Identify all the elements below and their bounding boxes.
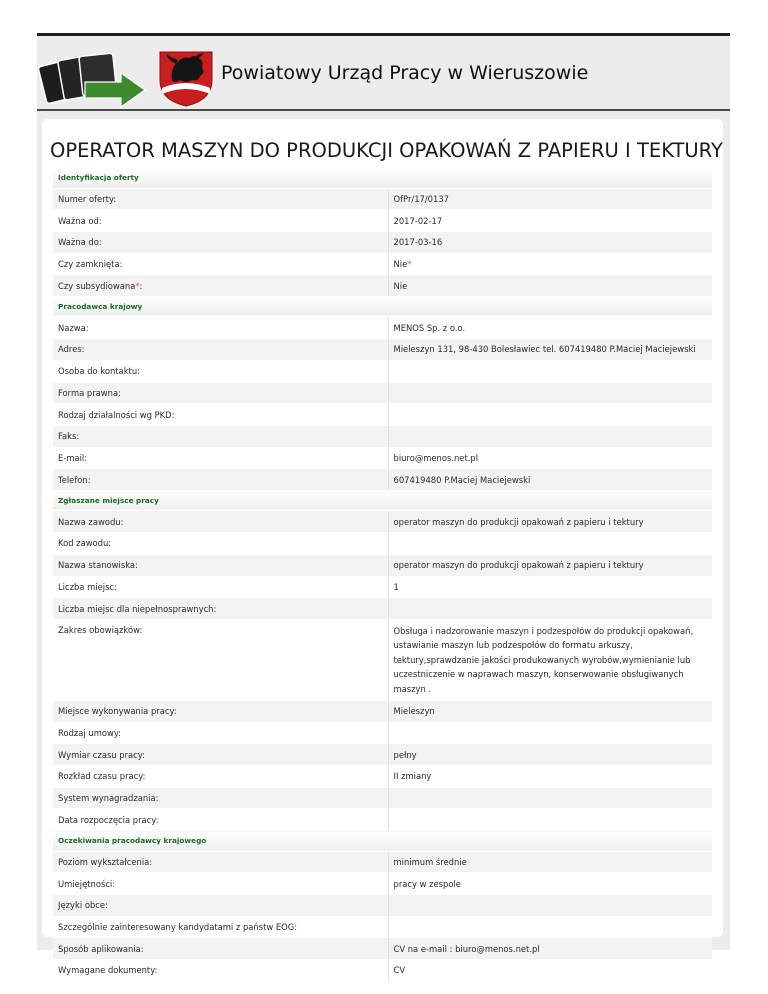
row-label: Telefon: bbox=[53, 469, 388, 491]
section-header-expectations bbox=[53, 831, 712, 852]
row-label: Forma prawna: bbox=[53, 382, 388, 404]
row-label: Rodzaj działalności wg PKD: bbox=[53, 404, 388, 426]
table-row bbox=[53, 959, 712, 981]
table-row bbox=[53, 533, 712, 555]
row-value: 1 bbox=[388, 576, 712, 598]
table-row bbox=[53, 382, 712, 404]
row-label: Wymagane dokumenty: bbox=[53, 959, 388, 981]
table-row bbox=[53, 554, 712, 576]
table-row bbox=[53, 317, 712, 339]
row-label: Poziom wykształcenia: bbox=[53, 851, 388, 873]
required-asterisk: * bbox=[407, 258, 412, 269]
row-value: biuro@menos.net.pl bbox=[388, 447, 712, 469]
row-value: Mieleszyn 131, 98-430 Bolesławiec tel. 607419480 P.Maciej Maciejewski bbox=[388, 339, 712, 361]
table-row bbox=[53, 722, 712, 744]
row-label: Czy zamknięta: bbox=[53, 253, 388, 275]
row-label: Umiejętności: bbox=[53, 873, 388, 895]
row-value bbox=[388, 360, 712, 382]
table-row bbox=[53, 425, 712, 447]
row-value bbox=[388, 722, 712, 744]
row-value bbox=[388, 787, 712, 809]
row-label: Miejsce wykonywania pracy: bbox=[53, 700, 388, 722]
table-row bbox=[53, 253, 712, 275]
row-value bbox=[388, 809, 712, 831]
row-value bbox=[388, 916, 712, 938]
table-row bbox=[53, 210, 712, 232]
table-row bbox=[53, 765, 712, 787]
row-value: pracy w zespole bbox=[388, 873, 712, 895]
row-label: Osoba do kontaktu: bbox=[53, 360, 388, 382]
label-suffix: : bbox=[139, 280, 143, 291]
row-label bbox=[53, 275, 388, 297]
offer-title: OPERATOR MASZYN DO PRODUKCJI OPAKOWAŃ Z PAPIERU I TEKTURY bbox=[50, 139, 723, 162]
row-value: Nie bbox=[388, 275, 712, 297]
row-value bbox=[388, 253, 712, 275]
table-row bbox=[53, 231, 712, 253]
offer-panel bbox=[42, 119, 723, 976]
table-row bbox=[53, 469, 712, 491]
row-value: II zmiany bbox=[388, 765, 712, 787]
row-label: Rozkład czasu pracy: bbox=[53, 765, 388, 787]
row-label: Nazwa zawodu: bbox=[53, 511, 388, 533]
section-title: Pracodawca krajowy bbox=[53, 296, 712, 317]
row-value bbox=[388, 425, 712, 447]
section-title: Zgłaszane miejsce pracy bbox=[53, 490, 712, 511]
page-frame bbox=[37, 33, 730, 976]
value-text: Nie bbox=[393, 258, 408, 269]
row-value: pełny bbox=[388, 744, 712, 766]
row-value bbox=[388, 533, 712, 555]
table-row bbox=[53, 619, 712, 700]
row-label: Rodzaj umowy: bbox=[53, 722, 388, 744]
row-value: 607419480 P.Maciej Maciejewski bbox=[388, 469, 712, 491]
row-value: MENOS Sp. z o.o. bbox=[388, 317, 712, 339]
table-row bbox=[53, 576, 712, 598]
table-row bbox=[53, 851, 712, 873]
offer-details-table bbox=[53, 168, 712, 982]
row-label: Liczba miejsc dla niepełnosprawnych: bbox=[53, 598, 388, 620]
table-row bbox=[53, 700, 712, 722]
row-label: Liczba miejsc: bbox=[53, 576, 388, 598]
section-header-employer bbox=[53, 296, 712, 317]
row-value bbox=[388, 598, 712, 620]
table-row bbox=[53, 787, 712, 809]
table-row bbox=[53, 404, 712, 426]
org-title: Powiatowy Urząd Pracy w Wieruszowie bbox=[221, 62, 589, 84]
header-divider bbox=[37, 109, 730, 111]
section-title: Oczekiwania pracodawcy krajowego bbox=[53, 831, 712, 852]
row-label: Data rozpoczęcia pracy: bbox=[53, 809, 388, 831]
section-header-position bbox=[53, 490, 712, 511]
row-label: Ważna od: bbox=[53, 210, 388, 232]
row-value: 2017-03-16 bbox=[388, 231, 712, 253]
table-row bbox=[53, 275, 712, 297]
row-value: CV bbox=[388, 959, 712, 981]
documents-arrow-logo-icon bbox=[39, 46, 149, 110]
row-label: Numer oferty: bbox=[53, 188, 388, 210]
row-value: minimum średnie bbox=[388, 851, 712, 873]
row-label: Zakres obowiązków: bbox=[53, 619, 388, 700]
row-label: Języki obce: bbox=[53, 894, 388, 916]
row-value: OfPr/17/0137 bbox=[388, 188, 712, 210]
row-label: Nazwa stanowiska: bbox=[53, 554, 388, 576]
label-text: Czy subsydiowana bbox=[58, 280, 136, 291]
row-value: Mieleszyn bbox=[388, 700, 712, 722]
table-row bbox=[53, 894, 712, 916]
table-row bbox=[53, 744, 712, 766]
table-row bbox=[53, 916, 712, 938]
row-label: System wynagradzania: bbox=[53, 787, 388, 809]
row-label: Ważna do: bbox=[53, 231, 388, 253]
table-row bbox=[53, 188, 712, 210]
table-row bbox=[53, 339, 712, 361]
row-value bbox=[388, 404, 712, 426]
row-label: Nazwa: bbox=[53, 317, 388, 339]
row-label: Adres: bbox=[53, 339, 388, 361]
row-value: operator maszyn do produkcji opakowań z papieru i tektury bbox=[388, 554, 712, 576]
row-value: operator maszyn do produkcji opakowań z papieru i tektury bbox=[388, 511, 712, 533]
row-value: 2017-02-17 bbox=[388, 210, 712, 232]
coat-of-arms-icon bbox=[158, 50, 214, 108]
row-label: Sposób aplikowania: bbox=[53, 938, 388, 960]
row-value: CV na e-mail : biuro@menos.net.pl bbox=[388, 938, 712, 960]
table-row bbox=[53, 809, 712, 831]
row-value bbox=[388, 894, 712, 916]
table-row bbox=[53, 447, 712, 469]
section-header-identification bbox=[53, 168, 712, 188]
row-value: Obsługa i nadzorowanie maszyn i podzespołów do produkcji opakowań, ustawianie maszyn lub podzespołów do formatu arkuszy, tektury,sprawdzanie jakości produkowanych wyrobów,wymienianie lub uczestniczenie w naprawach maszyn, konserwowanie obsługiwanych maszyn . bbox=[388, 619, 712, 700]
row-label: Kod zawodu: bbox=[53, 533, 388, 555]
table-row bbox=[53, 511, 712, 533]
row-label: E-mail: bbox=[53, 447, 388, 469]
row-label: Faks: bbox=[53, 425, 388, 447]
table-row bbox=[53, 598, 712, 620]
row-label: Szczególnie zainteresowany kandydatami z państw EOG: bbox=[53, 916, 388, 938]
table-row bbox=[53, 873, 712, 895]
required-asterisk: * bbox=[135, 280, 140, 291]
table-row bbox=[53, 938, 712, 960]
table-row bbox=[53, 360, 712, 382]
section-title: Identyfikacja oferty bbox=[53, 168, 712, 188]
site-header bbox=[37, 36, 730, 111]
row-value bbox=[388, 382, 712, 404]
row-label: Wymiar czasu pracy: bbox=[53, 744, 388, 766]
